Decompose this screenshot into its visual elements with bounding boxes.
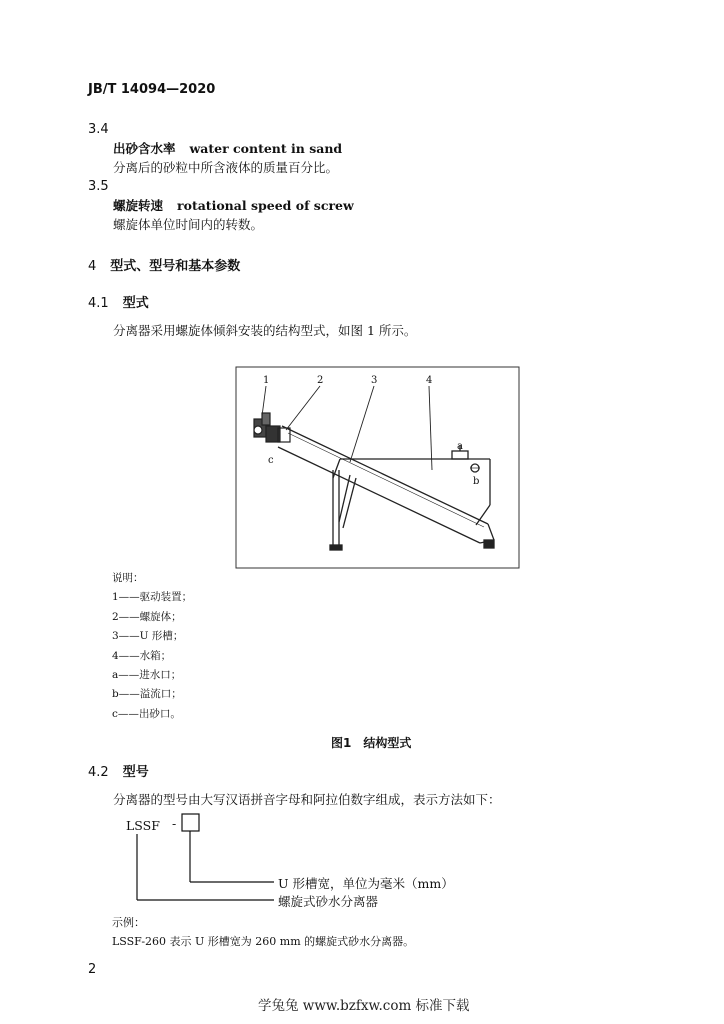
example-title: 示例： (112, 916, 145, 929)
u-trough (278, 426, 494, 543)
site-footer: 学兔兔 www.bzfxw.com 标准下载 (258, 998, 470, 1014)
label-3: 3 (371, 375, 378, 386)
clause-number-3-4: 3.4 (88, 122, 109, 137)
model-width-label: U 形槽宽，单位为毫米（mm） (278, 876, 454, 891)
legend-item: 1——驱动装置； (112, 591, 193, 604)
label-b: b (473, 476, 480, 487)
label-4: 4 (426, 375, 433, 386)
term-3-5-cn: 螺旋转速 (113, 198, 164, 213)
term-3-5 (113, 196, 354, 214)
section-4-1-heading (88, 292, 149, 311)
water-tank (333, 445, 490, 525)
definition-3-5: 螺旋体单位时间内的转数。 (113, 217, 264, 232)
page-number: 2 (88, 962, 97, 977)
figure-frame (236, 367, 519, 568)
section-4-2-title: 型号 (122, 765, 149, 780)
term-3-5-en: rotational speed of screw (177, 198, 354, 213)
legend-item: 3——U 形槽； (112, 630, 184, 643)
standard-code: JB/T 14094—2020 (88, 82, 216, 97)
width-placeholder-box (182, 814, 199, 831)
label-1: 1 (263, 375, 270, 386)
legend-item: 4——水箱； (112, 649, 172, 662)
figure-caption-text: 结构型式 (363, 736, 412, 750)
section-4-1-title: 型式 (122, 296, 149, 311)
legend-title: 说明： (112, 572, 144, 584)
leader-lines (262, 386, 432, 470)
figure-caption-number: 图1 (331, 736, 352, 750)
legend-item: a——进水口； (112, 669, 182, 682)
definition-3-4: 分离后的砂粒中所含液体的质量百分比。 (113, 160, 339, 175)
section-4-number: 4 (88, 259, 97, 274)
model-prefix: LSSF (126, 818, 160, 833)
section-4-2-heading (88, 761, 149, 780)
legend-item: c——出砂口。 (112, 707, 181, 720)
label-2: 2 (317, 375, 324, 386)
term-3-4-cn: 出砂含水率 (113, 141, 176, 156)
figure-caption (331, 734, 411, 751)
model-name-label: 螺旋式砂水分离器 (278, 894, 379, 909)
drive-unit (254, 413, 290, 442)
section-4-heading (88, 255, 240, 274)
section-4-2-text: 分离器的型号由大写汉语拼音字母和阿拉伯数字组成，表示方法如下： (113, 792, 501, 807)
figure-legend (112, 569, 192, 724)
support-frame (330, 470, 494, 550)
model-dash: - (172, 816, 177, 831)
section-4-1-number: 4.1 (88, 296, 109, 311)
label-a: a (457, 441, 463, 452)
label-c: c (268, 455, 274, 466)
section-4-2-number: 4.2 (88, 765, 109, 780)
legend-item: b——溢流口； (112, 688, 182, 701)
term-3-4-en: water content in sand (189, 141, 343, 156)
section-4-title: 型式、型号和基本参数 (110, 259, 241, 274)
legend-item: 2——螺旋体； (112, 610, 182, 623)
clause-number-3-5: 3.5 (88, 179, 109, 194)
term-3-4 (113, 139, 342, 157)
example-text: LSSF-260 表示 U 形槽宽为 260 mm 的螺旋式砂水分离器。 (112, 935, 415, 948)
section-4-1-text: 分离器采用螺旋体倾斜安装的结构型式，如图 1 所示。 (113, 323, 417, 338)
